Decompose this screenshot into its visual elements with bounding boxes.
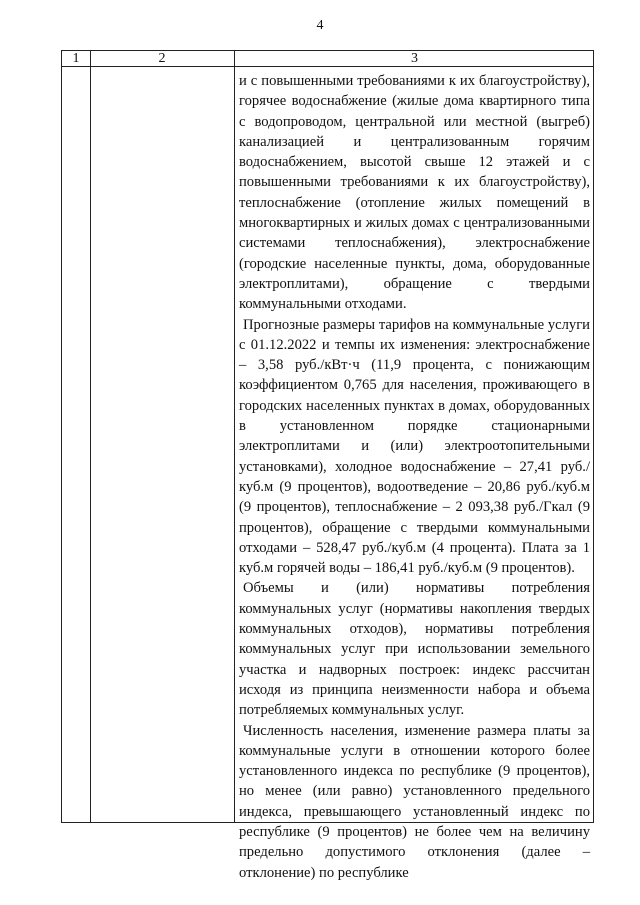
table-cell-column-3 <box>239 71 590 883</box>
paragraph-consumption-norms: Объемы и (или) нормативы потребления коммунальных услуг (нормативы накопления твердых коммунальных отходов), нормативы потребления коммунальных услуг при использовании земельного участка и надворных построек: индекс рассчитан исходя из принципа неизменности набора и объема потребляемых коммунальных услуг. <box>239 580 590 719</box>
paragraph-population-count: Численность населения, изменение размера платы за коммунальные услуги в отношении которого более установленного индекса по республике (9 процентов), но менее (или равно) установленного предельного индекса, превышающего установленный индекс по республике (9 процентов) не более чем на величину предельно допустимого отклонения (далее – отклонение) по республике <box>239 722 590 881</box>
paragraph-tariff-forecast: Прогнозные размеры тарифов на коммунальные услуги с 01.12.2022 и темпы их изменения: электроснабжение – 3,58 руб./кВт·ч (11,9 процента, с понижающим коэффициентом 0,765 для населения, проживающего в городских населенных пунктах в домах, оборудованных в установленном порядке стационарными электроплитами и (или) электроотопительными установками), холодное водоснабжение – 27,41 руб./куб.м (9 процентов), водоотведение – 20,86 руб./куб.м (9 процентов), теплоснабжение – 2 093,38 руб./Гкал (9 процентов), обращение с твердыми коммунальными отходами – 528,47 руб./куб.м (4 процента). Плата за 1 куб.м горячей воды – 186,41 руб./куб.м (9 процентов). <box>239 316 590 577</box>
document-table <box>61 50 594 881</box>
column-divider-2 <box>234 51 235 822</box>
column-divider-1 <box>90 51 91 822</box>
column-header-3: 3 <box>411 51 418 66</box>
paragraph-utility-services-list: и с повышенными требованиями к их благоустройству), горячее водоснабжение (жилые дома квартирного типа с водопроводом, центральной или местной (выгреб) канализацией и централизованным горячим водоснабжением, высотой свыше 12 этажей и с повышенными требованиями к их благоустройству), теплоснабжение (отопление жилых помещений в многоквартирных и жилых домах с централизованными системами теплоснабжения), электроснабжение (городские населенные пункты, дома, оборудованные электроплитами), обращение с твердыми коммунальными отходами. <box>239 73 590 313</box>
table-header-row <box>62 51 593 67</box>
column-header-1: 1 <box>72 51 80 66</box>
column-header-2: 2 <box>158 51 166 66</box>
page-number: 4 <box>316 18 324 33</box>
